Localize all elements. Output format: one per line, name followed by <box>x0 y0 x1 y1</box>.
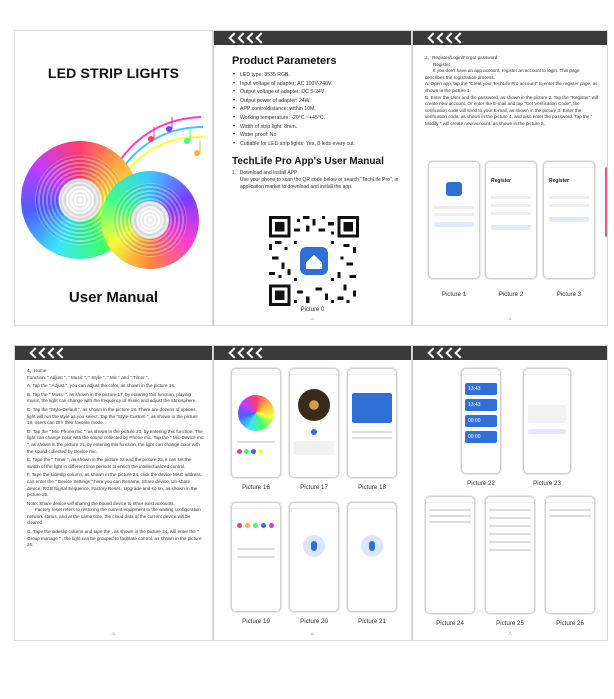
spec-item: • Water proof: No <box>232 131 403 140</box>
cover-title: LED STRIP LIGHTS <box>47 65 180 81</box>
page-header-bar <box>413 346 607 360</box>
timer-item: 00:00 <box>465 431 497 443</box>
phone-screenshot <box>425 496 475 614</box>
phone-screenshot: Register <box>485 161 537 279</box>
page-header-bar <box>214 346 411 360</box>
picture-caption: Picture 16 <box>242 484 270 491</box>
page-number: -6- <box>310 631 315 636</box>
chevron-left-icon <box>228 33 236 43</box>
phone-screenshot <box>347 502 397 612</box>
chevron-left-icon <box>246 348 254 358</box>
app-manual-title: TechLife Pro App's User Manual <box>232 156 384 168</box>
page-number: -7- <box>507 631 513 636</box>
chevron-left-icon <box>436 348 444 358</box>
spec-item: • Output voltage of adapter: DC 5-24V <box>232 88 403 97</box>
step-text: Use your phone to scan the QR code below or search "TechLife Pro", in application market to download and install the app. <box>240 177 399 191</box>
picture-caption: Picture 20 <box>300 618 328 625</box>
phone-screenshot: Register <box>543 161 595 279</box>
section-heading: 2、Register/Login/Forgot password <box>425 55 498 60</box>
spec-list <box>232 71 403 148</box>
timer-item: 00:00 <box>465 415 497 427</box>
picture-caption: Picture 26 <box>556 620 584 627</box>
cover-subtitle: User Manual <box>68 289 159 306</box>
section-title: Product Parameters <box>232 55 337 67</box>
paragraph: Function: " Adjust ", " Music ", " Style ", " Mic " and " Timer ". <box>27 374 149 380</box>
chevron-left-icon <box>228 348 236 358</box>
spec-item: • Working temperature: -20°C ~+45°C. <box>232 114 403 123</box>
phone-screenshot <box>523 368 571 474</box>
phone-screenshot <box>485 496 535 614</box>
spec-item: • APP controldistance: within 10M. <box>232 105 403 114</box>
chevron-left-icon <box>246 33 254 43</box>
picture-caption: Picture 18 <box>358 484 386 491</box>
chevron-left-icon <box>56 348 64 358</box>
picture-caption: Picture 19 <box>242 618 270 625</box>
paragraph: B. Enter the User and the password, as shown in the picture 2. Tap the "Register" will create new account. Or enter the E-mail and tap "Get Verification Code", the verification code will send to your E-mail, as shown in the picture 3. Enter the verification code, as shown in the picture 4, and also enter the password. Tap the " Modify " will create new account, as shown in the picture 5. <box>425 94 598 126</box>
chevron-left-icon <box>436 33 444 43</box>
chevron-left-icon <box>237 348 245 358</box>
music-notes-illustration <box>111 109 207 169</box>
phone-screenshot <box>231 502 281 612</box>
chevron-left-icon <box>454 33 462 43</box>
qr-code <box>269 216 359 306</box>
chevron-left-icon <box>38 348 46 358</box>
chevron-left-icon <box>255 348 263 358</box>
chevron-left-icon <box>454 348 462 358</box>
paragraph: If you don't have an app account, register an account to login. This page describes the registration process. <box>425 68 580 80</box>
timer-item: 13:43 <box>465 383 497 395</box>
step-heading: 1、Download and Install APP <box>232 170 298 177</box>
paragraph: E. Tape the " Timer ", as shown in the picture 22 and the picture 23, it can set the switch of the light in different time periods to enrich the intellectualized control. <box>27 457 192 469</box>
picture-caption: Picture 0 <box>300 307 325 313</box>
picture-caption: Picture 3 <box>556 291 582 298</box>
chevron-left-icon <box>47 348 55 358</box>
chevron-left-icon <box>427 348 435 358</box>
section-subheading: Register <box>433 61 451 67</box>
parameters-page <box>213 30 412 326</box>
paragraph: D. Tap the " Mic-Phone mic ", as shown in the picture 20, by entering this function, The light can change color with the sound collected by Phone mic. Tap the " Mic-Device mic ", as shown in the picture 21, by entering this function, the light can change color with the sound collected by Device mic. <box>27 428 204 454</box>
paragraph: F. Tape the sideslip column, as shown in the picture 24, click the device MAC address, can enter the " Device Settings ",here you can Rename, Share device, Un-share device, RGB Signal Sequence, Factory Reset , Upgrade and so on, as shown in the picture 25. <box>27 472 203 498</box>
home-page <box>14 345 213 641</box>
timer-item: 13:43 <box>465 399 497 411</box>
spec-item: • LED type: 3535 RGB. <box>232 71 403 80</box>
picture-caption: Picture 21 <box>358 618 386 625</box>
picture-caption: Picture 1 <box>441 291 467 298</box>
chevron-left-icon <box>237 33 245 43</box>
spec-item: • Cuttable for LED strip lights: Yes, 8 leds every cut. <box>232 140 403 149</box>
page-header-bar <box>214 31 411 45</box>
picture-caption: Picture 17 <box>300 484 328 491</box>
chevron-left-icon <box>427 33 435 43</box>
chevron-left-icon <box>445 348 453 358</box>
spec-item: • Width of strip light: 8mm. <box>232 123 403 132</box>
paragraph: A. Tap the " Adjust ", you can adjust the color, as shown in the picture 16. <box>27 383 176 389</box>
paragraph: Note: Share device will sharing the bound device to other exist accounts. <box>27 500 175 506</box>
page-edge-tab <box>605 167 608 237</box>
picture-caption: Picture 2 <box>498 291 524 298</box>
phone-screenshot <box>289 502 339 612</box>
phone-screenshot <box>461 368 501 474</box>
paragraph: C. Tap the "Style-Default ", as shown in the picture 18. There are dozens of options, light will run the style as you select. Tap the "Style-Custom ", as shown in the picture 19, users can DIY their favorite mode. <box>27 406 198 426</box>
spec-item: • Input voltage of adapter: AC 100V-240V. <box>232 80 403 89</box>
phone-screenshot <box>347 368 397 478</box>
picture-caption: Picture 24 <box>436 620 464 627</box>
spec-item: • Output power of adapter: 24W. <box>232 97 403 106</box>
page-header-bar <box>15 346 212 360</box>
paragraph: G. Tape the sideslip column and tape the , as shown in the picture 24, will enter the " Group manage " , the light can be grouped to facilitate control, as shown in the picture 26. <box>27 529 202 548</box>
paragraph: A. Open app, tap the "Creat your TechLife Pro account" to enter the register page, as shown in the picture 1. <box>425 81 598 93</box>
led-reel-illustration <box>101 171 199 269</box>
pictures-page <box>412 345 608 641</box>
phone-screenshot <box>289 368 339 478</box>
cover-page <box>14 30 213 326</box>
phone-screenshot <box>428 161 480 279</box>
phone-screenshot <box>545 496 595 614</box>
page-header-bar <box>413 31 607 45</box>
chevron-left-icon <box>445 33 453 43</box>
page-number: -3- <box>507 316 513 321</box>
picture-caption: Picture 22 <box>467 480 495 487</box>
pictures-page <box>213 345 412 641</box>
picture-caption: Picture 25 <box>496 620 524 627</box>
page-number: -2- <box>310 316 315 321</box>
paragraph: Factory reset refers to restoring the current equipment to the waiting configuration network status, and at the same time, the cloud data of the current device will be cleared <box>27 507 201 526</box>
picture-caption: Picture 23 <box>533 480 561 487</box>
page-number: -5- <box>111 631 116 636</box>
section-heading: 4、Home <box>27 368 47 373</box>
phone-screenshot <box>231 368 281 478</box>
chevron-left-icon <box>255 33 263 43</box>
register-page <box>412 30 608 326</box>
chevron-left-icon <box>29 348 37 358</box>
paragraph: B. Tap the " Music ", as shown in the picture 17, by entering this function, playing music, the light can change with the frequency of music and adjust the atmosphere. <box>27 391 197 404</box>
